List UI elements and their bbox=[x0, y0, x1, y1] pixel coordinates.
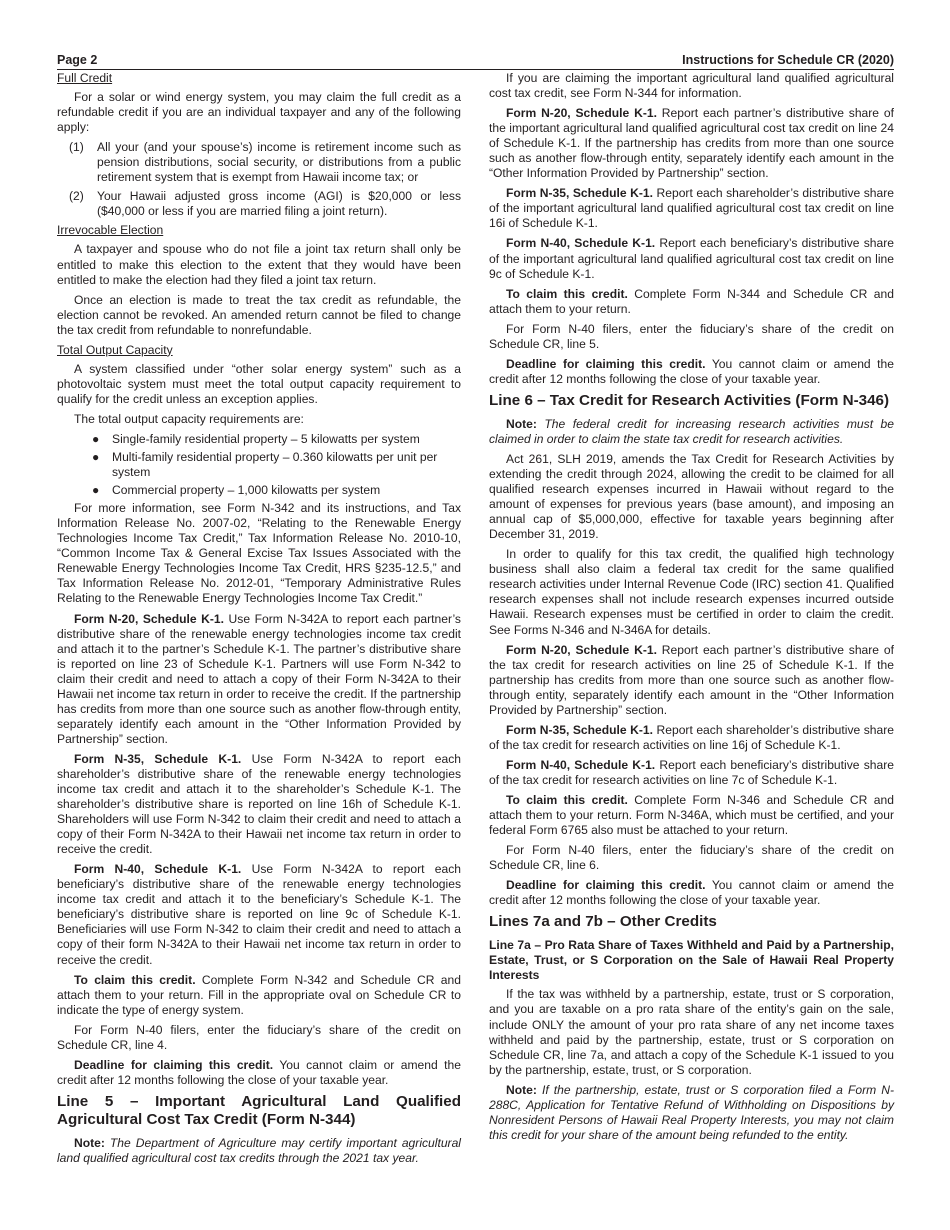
lead-in: Form N-20, Schedule K-1. bbox=[506, 642, 657, 657]
paragraph-text: Complete Form N-346 and Schedule CR and attach them to your return. Form N-346A, which must be certified, and your federal Form 6765 also must be attached to your return. bbox=[489, 792, 894, 838]
item-text: Multi-family residential property – 0.360 kilowatts per unit per system bbox=[112, 450, 438, 480]
paragraph-text: Use Form N-342A to report each shareholder’s distributive share of the renewable energy technologies income tax credit and attach it to the shareholder’s Schedule K-1. The shareholder’s distributive share is reported on line 16h of Schedule K-1. Shareholders will use Form N-342 to claim their credit and need to attach a copy of their Form N-342A to their Hawaii net income tax return in order to receive the credit. bbox=[57, 751, 461, 857]
paragraph-text: Complete Form N-344 and Schedule CR and attach them to your return. bbox=[489, 286, 894, 316]
paragraph bbox=[489, 357, 894, 387]
note-text: The federal credit for increasing research activities must be claimed in order to claim the state tax credit for research activities. bbox=[489, 416, 894, 446]
lead-in: Deadline for claiming this credit. bbox=[506, 878, 706, 893]
lead-in: Deadline for claiming this credit. bbox=[506, 356, 706, 371]
numbered-item bbox=[57, 140, 461, 185]
bullet-item bbox=[57, 432, 461, 447]
lead-in: To claim this credit. bbox=[74, 972, 196, 987]
document-title: Instructions for Schedule CR (2020) bbox=[682, 53, 894, 67]
lead-in: Form N-40, Schedule K-1. bbox=[74, 862, 242, 877]
note-label: Note: bbox=[74, 1135, 105, 1150]
paragraph: For Form N-40 filers, enter the fiduciary’s share of the credit on Schedule CR, line 6. bbox=[489, 843, 894, 873]
paragraph bbox=[57, 752, 461, 857]
paragraph bbox=[489, 758, 894, 788]
paragraph: If you are claiming the important agricultural land qualified agricultural cost tax credit, see Form N-344 for information. bbox=[489, 71, 894, 101]
paragraph-text: You cannot claim or amend the credit after 12 months following the close of your taxable year. bbox=[57, 1057, 461, 1087]
lead-in: To claim this credit. bbox=[506, 792, 628, 807]
section-subheading: Total Output Capacity bbox=[57, 342, 173, 357]
note bbox=[489, 417, 894, 447]
paragraph-text: Complete Form N-342 and Schedule CR and attach them to your return. Fill in the appropriate oval on Schedule CR to indicate the type of energy system. bbox=[57, 972, 461, 1017]
paragraph: Once an election is made to treat the tax credit as refundable, the election cannot be revoked. An amended return cannot be filed to change the tax credit from refundable to nonrefundable. bbox=[57, 292, 461, 337]
lead-in: To claim this credit. bbox=[506, 286, 628, 301]
section-heading: Line 6 – Tax Credit for Research Activities (Form N-346) bbox=[489, 391, 890, 409]
paragraph: A system classified under “other solar energy system” such as a photovoltaic system must meet the total output capacity requirement to qualify for the credit unless an exception applies. bbox=[57, 361, 461, 406]
numbered-item bbox=[57, 189, 461, 219]
paragraph-text: Use Form N-342A to report each beneficiary’s distributive share of the renewable energy technologies income tax credit and attach it to the beneficiary’s Schedule K-1. The beneficiary’s distributive share is reported on line 9c of Schedule K-1. Beneficiaries will use Form N-342 to claim their credit and need to attach a copy of their form N-342A to their Hawaii net income tax return in order to receive the credit. bbox=[57, 862, 461, 967]
section-subheading: Full Credit bbox=[57, 71, 113, 85]
note-label: Note: bbox=[506, 1082, 537, 1097]
lead-in: Form N-35, Schedule K-1. bbox=[74, 751, 242, 766]
subsection-heading: Line 7a – Pro Rata Share of Taxes Withheld and Paid by a Partnership, Estate, Trust, or S Corporation on the Sale of Hawaii Real Property Interests bbox=[489, 938, 894, 983]
paragraph: The total output capacity requirements are: bbox=[74, 411, 304, 426]
item-text: Commercial property – 1,000 kilowatts per system bbox=[112, 483, 381, 498]
note-label: Note: bbox=[506, 416, 537, 431]
note-text: If the partnership, estate, trust or S corporation filed a Form N-288C, Application for Tentative Refund of Withholding on Dispositions by Nonresident Persons of Hawaii Real Property Interests, you may not claim this credit for your share of the amount being refunded to the entity. bbox=[489, 1082, 894, 1142]
lead-in: Form N-35, Schedule K-1. bbox=[506, 722, 653, 737]
paragraph-text: Report each partner’s distributive share of the tax credit for research activities on line 25 of Schedule K-1. If the partnership has credits from more than one source such as another flow-through entity, separately identify each amount in the “Other Information Provided by Partnership” section. bbox=[489, 642, 894, 717]
bullet-icon: ● bbox=[92, 450, 100, 465]
right-column bbox=[489, 71, 894, 1148]
bullet-item bbox=[57, 450, 461, 480]
paragraph bbox=[489, 643, 894, 718]
paragraph: For Form N-40 filers, enter the fiduciary’s share of the credit on Schedule CR, line 4. bbox=[57, 1022, 461, 1052]
paragraph: For Form N-40 filers, enter the fiduciary’s share of the credit on Schedule CR, line 5. bbox=[489, 321, 894, 351]
lead-in: Form N-40, Schedule K-1. bbox=[506, 757, 656, 772]
note bbox=[489, 1083, 894, 1143]
paragraph-text: You cannot claim or amend the credit after 12 months following the close of your taxable year. bbox=[489, 356, 894, 386]
paragraph bbox=[489, 723, 894, 753]
paragraph bbox=[489, 186, 894, 231]
paragraph bbox=[57, 973, 461, 1018]
paragraph bbox=[57, 612, 461, 747]
section-heading: Lines 7a and 7b – Other Credits bbox=[489, 913, 717, 931]
bullet-icon: ● bbox=[92, 483, 100, 498]
note bbox=[57, 1136, 461, 1166]
paragraph bbox=[489, 106, 894, 181]
paragraph: A taxpayer and spouse who do not file a joint tax return shall only be entitled to make this election to the extent that they would have been entitled to make the election had they filed a joint tax return. bbox=[57, 242, 461, 287]
section-heading: Line 5 – Important Agricultural Land Qualified Agricultural Cost Tax Credit (Form N-344) bbox=[57, 1092, 461, 1128]
page-header bbox=[57, 53, 894, 70]
paragraph bbox=[489, 878, 894, 908]
item-number: (2) bbox=[69, 189, 84, 204]
item-text: Single-family residential property – 5 kilowatts per system bbox=[112, 431, 420, 446]
paragraph-text: Report each beneficiary’s distributive share of the tax credit for research activities on line 7c of Schedule K-1. bbox=[489, 757, 894, 787]
paragraph bbox=[57, 1058, 461, 1088]
lead-in: Form N-20, Schedule K-1. bbox=[74, 611, 225, 626]
lead-in: Deadline for claiming this credit. bbox=[74, 1057, 274, 1072]
paragraph: Act 261, SLH 2019, amends the Tax Credit for Research Activities by extending the credit through 2024, allowing the credit to be claimed for all qualified research expenses incurred in Hawaii without regard to the amount of expenses for previous years (base amount), and imposing an annual cap of $5,000,000, effective for taxable years beginning after December 31, 2019. bbox=[489, 451, 894, 542]
paragraph: For more information, see Form N-342 and its instructions, and Tax Information Release No. 2007-02, “Relating to the Renewable Energy Technologies Income Tax Credit,” Tax Information Release No. 2010-10, “Common Income Tax & General Excise Tax Issues Associated with the Renewable Energy Technologies Income Tax Credit, HRS §235-12.5,” and Tax Information Release No. 2012-01, “Temporary Administrative Rules Relating to the Renewable Energy Technologies Income Tax Credit.” bbox=[57, 501, 461, 606]
lead-in: Form N-20, Schedule K-1. bbox=[506, 106, 657, 121]
bullet-icon: ● bbox=[92, 431, 100, 446]
lead-in: Form N-40, Schedule K-1. bbox=[506, 236, 656, 251]
paragraph-text: Report each beneficiary’s distributive share of the important agricultural land qualified agricultural cost tax credit on line 9c of Schedule K-1. bbox=[489, 236, 894, 281]
page-number: Page 2 bbox=[57, 53, 98, 67]
note-text: The Department of Agriculture may certify important agricultural land qualified agricultural cost tax credits through the 2021 tax year. bbox=[57, 1135, 461, 1165]
item-text: All your (and your spouse’s) income is retirement income such as pension distributions, social security, or distributions from a public retirement system that is exempt from Hawaii income tax; or bbox=[97, 140, 461, 185]
paragraph-text: Report each shareholder’s distributive share of the tax credit for research activities on line 16j of Schedule K-1. bbox=[489, 722, 894, 752]
paragraph bbox=[489, 287, 894, 317]
paragraph-text: Use Form N-342A to report each partner’s distributive share of the renewable energy technologies income tax credit and attach it to the partner’s Schedule K-1. The partner’s distributive share is reported on line 23 of Schedule K-1. Partners will use Form N-342 to claim their credit and need to attach a copy of their Form N-342A to their Hawaii net income tax return in order to receive the credit. If the partnership has credits from more than one source such as another flow-through entity, separately identify each amount in the “Other Information Provided by Partnership” section. bbox=[57, 611, 461, 746]
paragraph-text: Report each partner’s distributive share of the important agricultural land qualified agricultural cost tax credit on line 24 of Schedule K-1. If the partnership has credits from more than one source such as another flow-through entity, separately identify each amount in the “Other Information Provided by Partnership” section. bbox=[489, 106, 894, 181]
paragraph: If the tax was withheld by a partnership, estate, trust or S corporation, and you are taxable on a pro rata share of the entity’s gain on the sale, include ONLY the amount of your pro rata share of any net income taxes withheld and paid by the partnership, estate, trust or S corporation on Schedule CR, line 7a, and attach a copy of the Schedule K-1 issued to you by the partnership, estate, trust, or S corporation. bbox=[489, 987, 894, 1077]
lead-in: Form N-35, Schedule K-1. bbox=[506, 186, 653, 201]
paragraph bbox=[57, 862, 461, 967]
section-subheading: Irrevocable Election bbox=[57, 223, 164, 238]
bullet-item bbox=[57, 483, 461, 498]
paragraph-text: Report each shareholder’s distributive share of the important agricultural land qualified agricultural cost tax credit on line 16i of Schedule K-1. bbox=[489, 186, 894, 231]
paragraph: For a solar or wind energy system, you may claim the full credit as a refundable credit if you are an individual taxpayer and any of the following apply: bbox=[57, 90, 461, 135]
paragraph-text: You cannot claim or amend the credit after 12 months following the close of your taxable year. bbox=[489, 878, 894, 908]
paragraph bbox=[489, 236, 894, 281]
item-text: Your Hawaii adjusted gross income (AGI) is $20,000 or less ($40,000 or less if you are married filing a joint return). bbox=[97, 189, 461, 219]
paragraph bbox=[489, 793, 894, 838]
item-number: (1) bbox=[69, 140, 84, 155]
left-column bbox=[57, 71, 461, 1171]
paragraph: In order to qualify for this tax credit, the qualified high technology business shall also claim a federal tax credit for the same qualified research activities under Internal Revenue Code (IRC) section 41. Qualified research expenses shall not include research expenses incurred outside Hawaii. Research expenses must be certified in order to claim the credit. See Forms N-346 and N-346A for details. bbox=[489, 547, 894, 637]
